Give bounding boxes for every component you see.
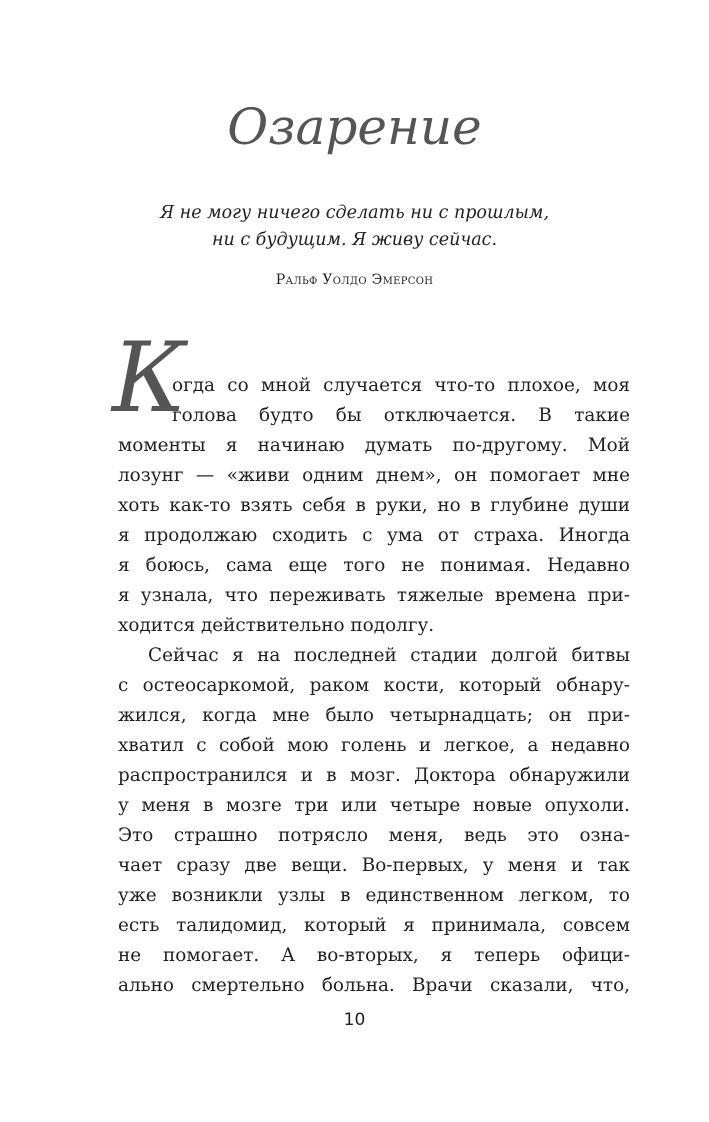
text-line: я продолжаю сходить с ума от страха. Иногда bbox=[118, 525, 630, 546]
drop-cap: К bbox=[112, 322, 187, 434]
text-line: ально смертельно больна. Врачи сказали, что, bbox=[118, 975, 630, 996]
text-line: чает сразу две вещи. Во-первых, у меня и так bbox=[118, 855, 630, 876]
text-line: лозунг — «живи одним днем», он помогает мне bbox=[118, 465, 630, 486]
text-line: Сейчас я на последней стадии долгой битвы bbox=[148, 645, 630, 666]
epigraph-line: Я не могу ничего сделать ни с прошлым, bbox=[159, 203, 550, 223]
text-line: ходится действительно подолгу. bbox=[118, 615, 435, 636]
text-line: я боюсь, сама еще того не понимая. Недавно bbox=[118, 555, 630, 576]
text-line: огда со мной случается что-то плохое, моя bbox=[172, 375, 630, 396]
epigraph-line: ни с будущим. Я живу сейчас. bbox=[211, 230, 498, 250]
text-line: хоть как-то взять себя в руки, но в глубине души bbox=[118, 495, 630, 516]
text-line: уже возникли узлы в единственном легком, то bbox=[118, 885, 630, 906]
page-number: 10 bbox=[343, 1010, 366, 1030]
text-line: не помогает. А во-вторых, я теперь офици- bbox=[118, 945, 630, 966]
chapter-title: Озарение bbox=[227, 98, 482, 156]
text-line: голова будто бы отключается. В такие bbox=[172, 405, 630, 426]
text-line: у меня в мозге три или четыре новые опухоли. bbox=[118, 795, 630, 816]
text-line: я узнала, что переживать тяжелые времена при- bbox=[118, 585, 630, 606]
text-line: с остеосаркомой, раком кости, который обнару- bbox=[118, 675, 630, 696]
text-line: моменты я начинаю думать по-другому. Мой bbox=[118, 435, 630, 456]
epigraph-author: Ральф Уолдо Эмерсон bbox=[275, 272, 434, 288]
epigraph bbox=[60, 200, 649, 254]
text-line: есть талидомид, который я принимала, совсем bbox=[118, 915, 630, 936]
text-line: хватил с собой мою голень и легкое, а недавно bbox=[118, 735, 630, 756]
text-line: Это страшно потрясло меня, ведь это озна- bbox=[118, 825, 630, 846]
text-line: жился, когда мне было четырнадцать; он при- bbox=[118, 705, 630, 726]
text-line: распространился и в мозг. Доктора обнаружили bbox=[118, 765, 630, 786]
